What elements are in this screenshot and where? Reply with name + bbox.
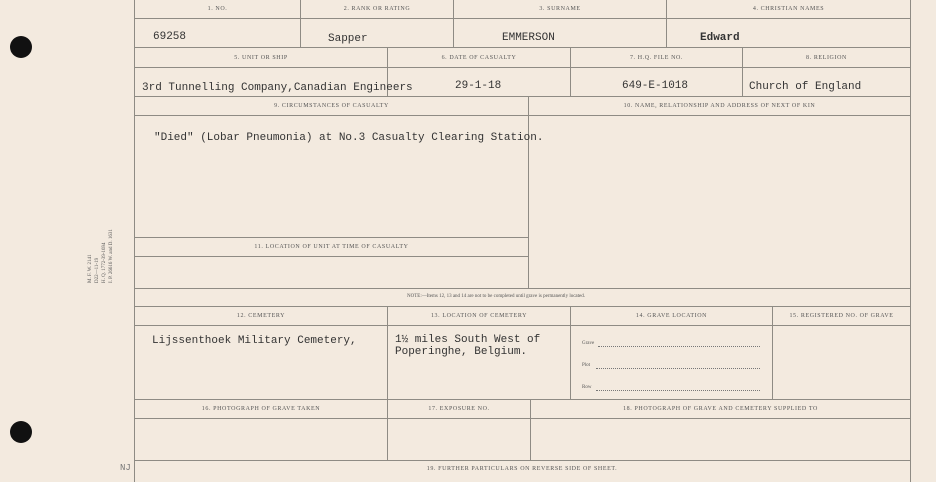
header-photo-taken: 16. PHOTOGRAPH OF GRAVE TAKEN	[201, 406, 321, 412]
grave-field-label: Grave	[582, 341, 595, 346]
footer-further-particulars: 19. FURTHER PARTICULARS ON REVERSE SIDE OF SHEET.	[426, 466, 618, 472]
header-location-cemetery: 13. LOCATION OF CEMETERY	[430, 313, 528, 319]
note-text: NOTE:—Items 12, 13 and 14 are not to be completed until grave is permanently located.	[407, 294, 586, 299]
header-no: 1. NO.	[207, 6, 228, 12]
header-exposure: 17. EXPOSURE NO.	[428, 406, 490, 412]
header-christian-names: 4. CHRISTIAN NAMES	[752, 6, 825, 12]
value-unit: 3rd Tunnelling Company,Canadian Engineers	[142, 82, 413, 94]
value-christian-names: Edward	[700, 32, 740, 44]
value-cemetery: Lijssenthoek Military Cemetery,	[152, 335, 357, 347]
header-date: 6. DATE OF CASUALTY	[441, 55, 517, 61]
header-religion: 8. RELIGION	[806, 55, 847, 61]
side-print-text: M. F. W. 2141 D22—11-19 H. Q. 1772-39-1694 I. P. 26616 W. and D. 1631	[88, 229, 114, 283]
header-cemetery: 12. CEMETERY	[236, 313, 286, 319]
plot-field-label: Plot	[582, 363, 591, 368]
value-hq-file: 649-E-1018	[622, 80, 689, 92]
value-circumstances: "Died" (Lobar Pneumonia) at No.3 Casualty Clearing Station.	[154, 132, 544, 144]
header-grave-location: 14. GRAVE LOCATION	[635, 313, 708, 319]
row-field-label: Row	[582, 385, 592, 390]
header-photo-supplied: 18. PHOTOGRAPH OF GRAVE AND CEMETERY SUPPLIED TO	[623, 406, 818, 412]
header-hq-file: 7. H.Q. FILE NO.	[629, 55, 684, 61]
value-religion: Church of England	[749, 81, 862, 93]
punch-hole-top	[10, 36, 32, 58]
value-location-cemetery-2: Poperinghe, Belgium.	[395, 346, 528, 358]
value-location-cemetery-1: 1½ miles South West of	[395, 334, 541, 346]
initials: NJ	[120, 463, 131, 473]
value-date: 29-1-18	[455, 80, 502, 92]
header-registered-no: 15. REGISTERED NO. OF GRAVE	[789, 313, 894, 319]
value-rank: Sapper	[328, 33, 368, 45]
punch-hole-bottom	[10, 421, 32, 443]
value-surname: EMMERSON	[502, 32, 555, 44]
header-location-unit: 11. LOCATION OF UNIT AT TIME OF CASUALTY	[254, 244, 409, 250]
header-unit: 5. UNIT OR SHIP	[234, 55, 288, 61]
header-surname: 3. SURNAME	[539, 6, 581, 12]
header-next-of-kin: 10. NAME, RELATIONSHIP AND ADDRESS OF NEXT OF KIN	[623, 103, 816, 109]
header-rank: 2. RANK OR RATING	[343, 6, 411, 12]
header-circumstances: 9. CIRCUMSTANCES OF CASUALTY	[274, 103, 389, 109]
value-no: 69258	[153, 31, 187, 43]
